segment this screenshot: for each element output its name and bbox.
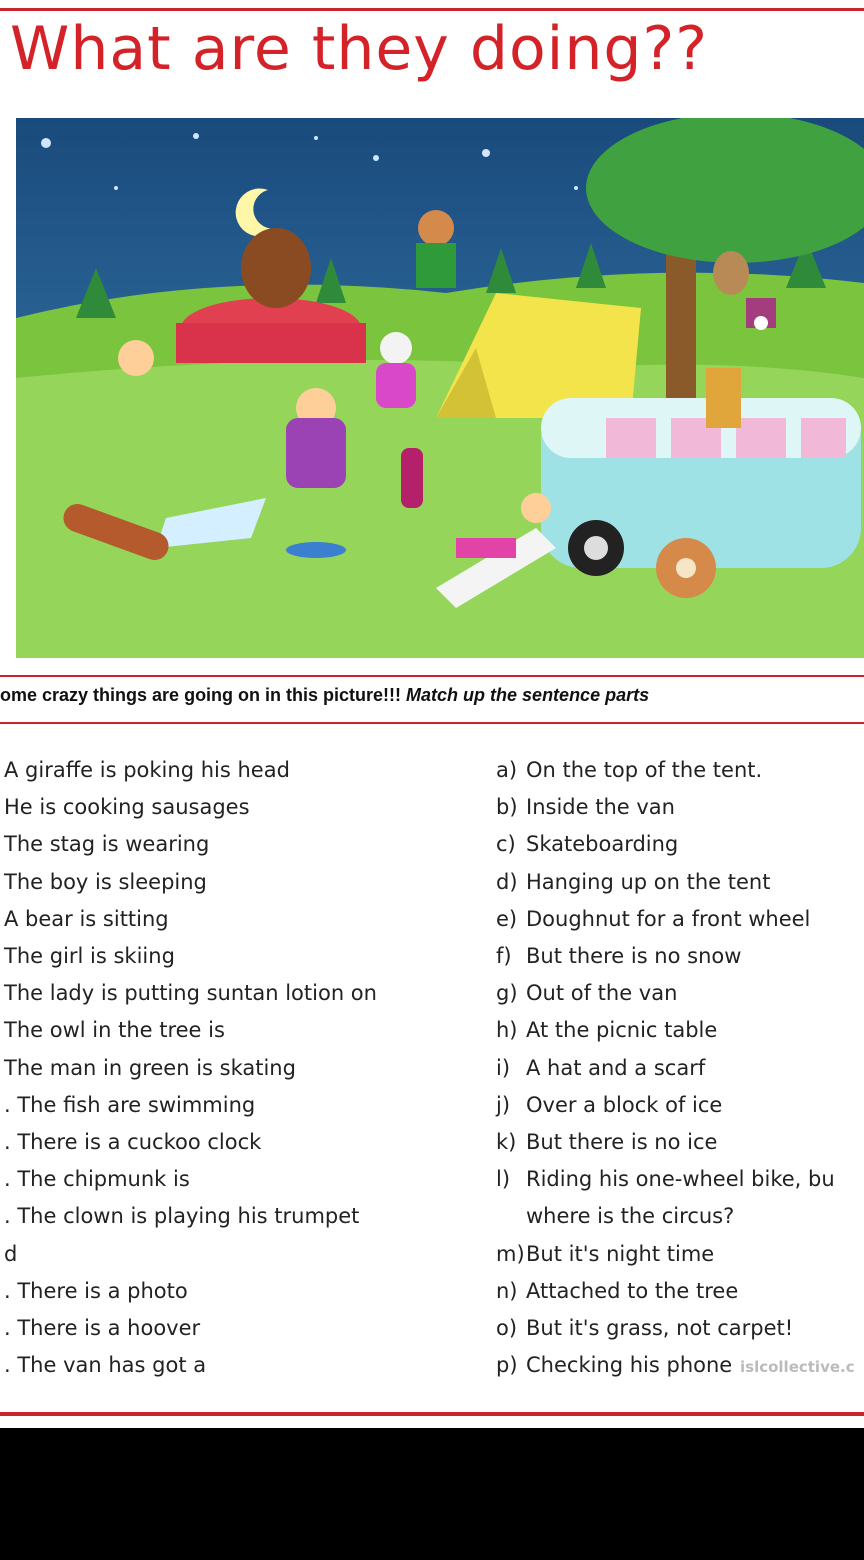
sentence-beginning-item: . There is a photo <box>4 1278 188 1303</box>
sentence-beginning-item: A giraffe is poking his head <box>4 758 290 782</box>
top-rule <box>0 8 864 11</box>
ending-letter: j) <box>496 1092 511 1117</box>
sentence-ending-item <box>496 867 770 897</box>
ending-text: Checking his phone <box>526 1353 733 1378</box>
sentence-ending-item <box>496 1015 717 1045</box>
sentence-ending-item <box>496 1201 734 1231</box>
sentence-ending-item <box>496 1239 714 1269</box>
ending-letter: h) <box>496 1018 518 1043</box>
ending-text: But there is no ice <box>526 1130 718 1154</box>
sentence-ending-item <box>496 1127 717 1157</box>
instruction-lead: ome crazy things are going on in this picture!!! <box>0 685 407 705</box>
ending-text: But it's grass, not carpet! <box>526 1316 794 1340</box>
sentence-beginning-item: He is cooking sausages <box>4 795 250 820</box>
sentence-ending-item <box>496 1276 738 1306</box>
sentence-ending-item <box>496 978 677 1008</box>
instruction-emphasis: Match up the sentence parts <box>406 685 650 705</box>
ending-letter: m) <box>496 1241 525 1266</box>
ending-text: At the picnic table <box>526 1018 718 1043</box>
ending-letter: f) <box>496 944 512 968</box>
sentence-beginning-item: . The clown is playing his trumpet <box>4 1204 360 1229</box>
sentence-ending-item <box>496 755 762 785</box>
sentence-ending-item <box>496 1164 835 1194</box>
sentence-ending-item <box>496 1350 732 1380</box>
sentence-beginning-item: The boy is sleeping <box>4 869 207 894</box>
sentence-ending-item <box>496 829 678 859</box>
ending-text: Skateboarding <box>526 832 679 857</box>
ending-text: On the top of the tent. <box>526 758 763 782</box>
sentence-beginning-item: A bear is sitting <box>4 906 169 931</box>
ending-letter: d) <box>496 869 518 894</box>
ending-letter: i) <box>496 1055 511 1080</box>
instruction-text <box>0 685 649 706</box>
sentence-ending-item <box>496 792 675 822</box>
sentence-beginning-item: . The fish are swimming <box>4 1092 256 1117</box>
ending-letter: o) <box>496 1316 518 1340</box>
sentence-beginning-item: . There is a hoover <box>4 1316 201 1340</box>
ending-letter: n) <box>496 1278 518 1303</box>
ending-text: But it's night time <box>526 1241 715 1266</box>
ending-text: But there is no snow <box>526 944 742 968</box>
ending-text: where is the circus? <box>526 1204 735 1229</box>
ending-letter: a) <box>496 758 518 782</box>
ending-text: Over a block of ice <box>526 1092 723 1117</box>
ending-text: A hat and a scarf <box>526 1055 706 1080</box>
camping-scene-illustration <box>16 118 864 658</box>
sentence-beginning-item: The man in green is skating <box>4 1055 296 1080</box>
sentence-ending-item <box>496 1090 722 1120</box>
ending-letter: b) <box>496 795 518 820</box>
instruction-top-rule <box>0 675 864 677</box>
bottom-rule <box>0 1412 864 1416</box>
sentence-ending-item <box>496 1053 705 1083</box>
ending-text: Hanging up on the tent <box>526 869 771 894</box>
sentence-beginning-item: The lady is putting suntan lotion on <box>4 981 377 1006</box>
sentence-ending-item <box>496 941 741 971</box>
sentence-beginning-item: . The chipmunk is <box>4 1167 190 1192</box>
ending-letter: g) <box>496 981 518 1006</box>
ending-letter: k) <box>496 1130 517 1154</box>
ending-text: Out of the van <box>526 981 678 1006</box>
sentence-beginning-item: . The van has got a <box>4 1353 207 1378</box>
ending-text: Attached to the tree <box>526 1278 739 1303</box>
ending-text: Inside the van <box>526 795 675 820</box>
sentence-beginning-item: The girl is skiing <box>4 944 175 968</box>
sentence-beginning-item: d <box>4 1241 18 1266</box>
ending-letter: c) <box>496 832 516 857</box>
ending-text: Riding his one-wheel bike, bu <box>526 1167 835 1192</box>
sentence-beginning-item: . There is a cuckoo clock <box>4 1130 262 1154</box>
ending-letter: p) <box>496 1353 518 1378</box>
ending-letter: l) <box>496 1167 511 1192</box>
sentence-beginning-item: The stag is wearing <box>4 832 210 857</box>
watermark: islcollective.c <box>740 1358 855 1376</box>
page-title: What are they doing?? <box>10 14 709 84</box>
sentence-ending-item <box>496 1313 793 1343</box>
ending-letter: e) <box>496 906 518 931</box>
ending-text: Doughnut for a front wheel <box>526 906 811 931</box>
sentence-beginning-item: The owl in the tree is <box>4 1018 225 1043</box>
sentence-ending-item <box>496 904 810 934</box>
instruction-bottom-rule <box>0 722 864 724</box>
